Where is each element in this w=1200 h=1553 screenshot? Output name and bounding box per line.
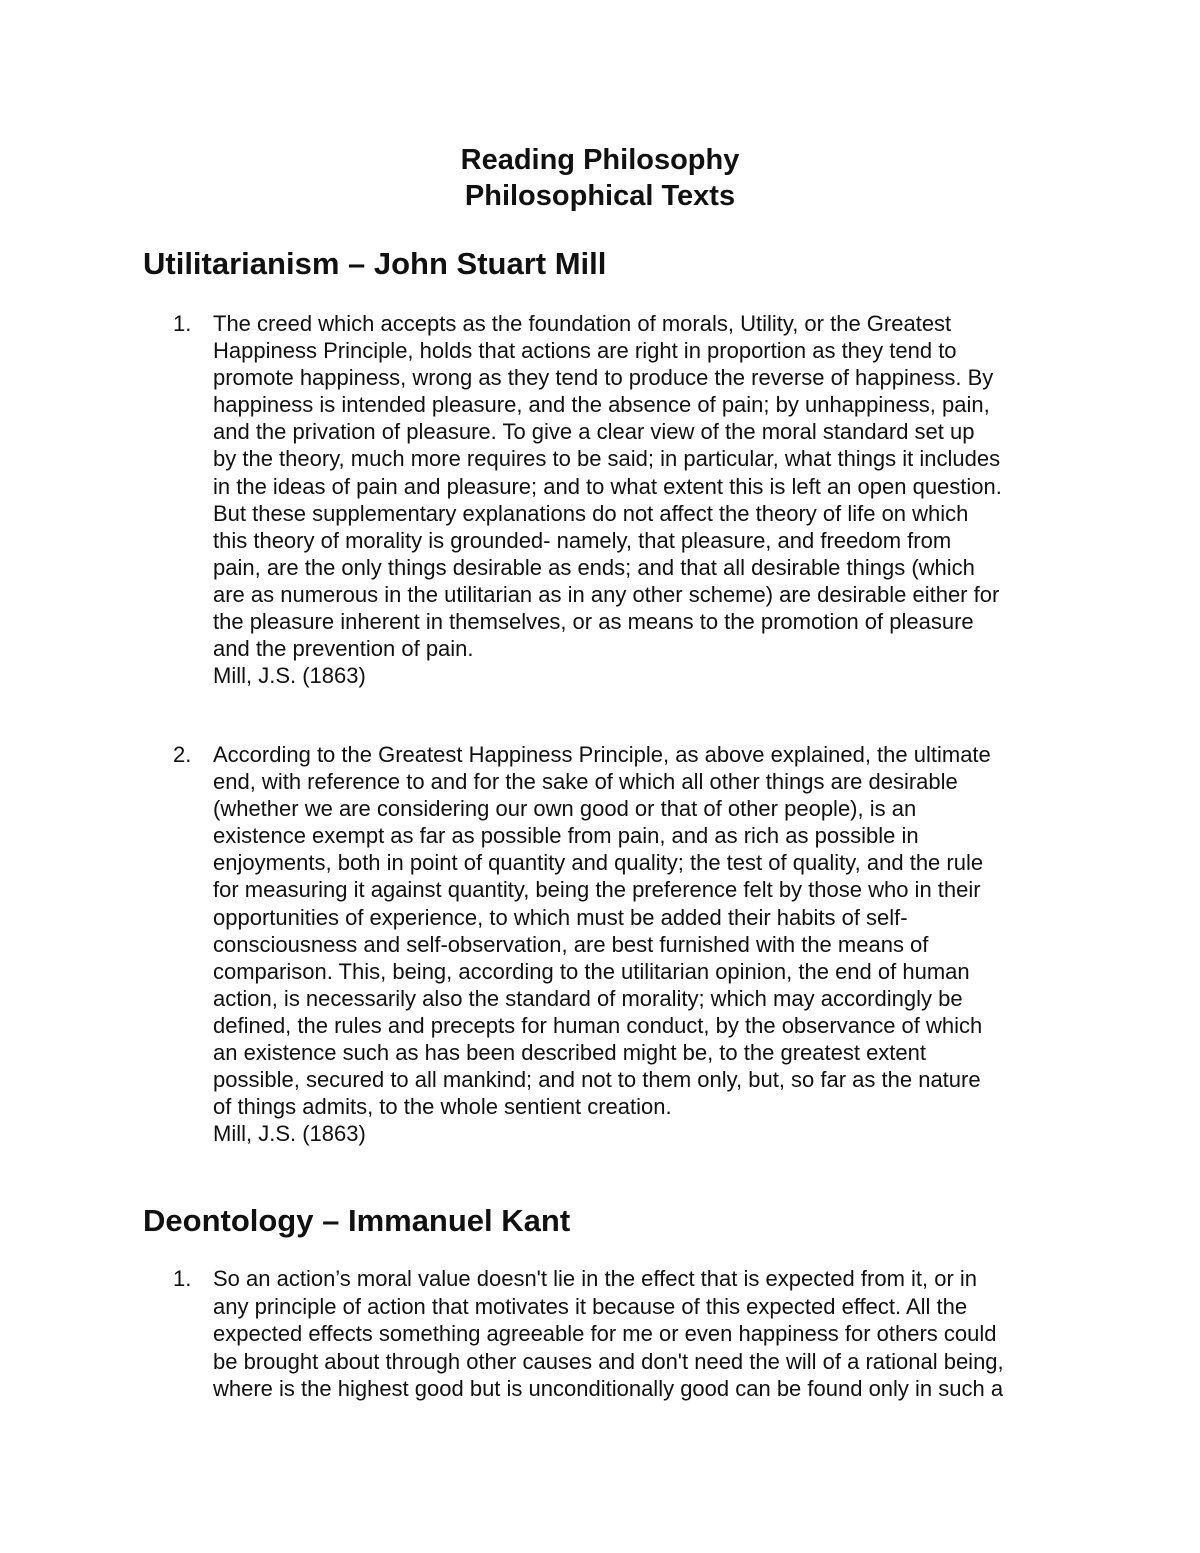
text-line: opportunities of experience, to which must be added their habits of self-: [213, 904, 908, 930]
text-line: for measuring it against quantity, being the preference felt by those who in their: [213, 877, 981, 903]
text-line: are as numerous in the utilitarian as in any other scheme) are desirable either for: [213, 581, 1000, 607]
citation: Mill, J.S. (1863): [213, 663, 366, 689]
quote-text: [213, 1265, 1073, 1403]
text-line: happiness is intended pleasure, and the absence of pain; by unhappiness, pain,: [213, 392, 990, 418]
text-line: and the privation of pleasure. To give a clear view of the moral standard set up: [213, 419, 975, 445]
text-line: Happiness Principle, holds that actions are right in proportion as they tend to: [213, 338, 957, 364]
text-line: action, is necessarily also the standard of morality; which may accordingly be: [213, 985, 963, 1011]
document-title: Reading Philosophy: [460, 144, 740, 176]
text-line: of things admits, to the whole sentient creation.: [213, 1094, 672, 1120]
text-line: So an action’s moral value doesn't lie in the effect that is expected from it, or in: [213, 1266, 978, 1291]
text-line: by the theory, much more requires to be said; in particular, what things it includes: [213, 446, 1001, 472]
list-item-number: 2.: [173, 742, 192, 767]
text-line: any principle of action that motivates it because of this expected effect. All the: [213, 1293, 968, 1319]
text-line: expected effects something agreeable for me or even happiness for others could: [213, 1321, 997, 1347]
text-line: comparison. This, being, according to the utilitarian opinion, the end of human: [213, 958, 970, 984]
text-line: an existence such as has been described might be, to the greatest extent: [213, 1040, 927, 1066]
text-line: But these supplementary explanations do not affect the theory of life on which: [213, 500, 969, 526]
text-line: the pleasure inherent in themselves, or as means to the promotion of pleasure: [213, 609, 974, 635]
text-line: pain, are the only things desirable as ends; and that all desirable things (which: [213, 554, 975, 580]
text-line: and the prevention of pain.: [213, 636, 474, 662]
text-line: existence exempt as far as possible from pain, and as rich as possible in: [213, 823, 919, 849]
text-line: in the ideas of pain and pleasure; and to what extent this is left an open question.: [213, 473, 1002, 499]
text-line: consciousness and self-observation, are best furnished with the means of: [213, 931, 929, 957]
text-line: According to the Greatest Happiness Principle, as above explained, the ultimate: [213, 742, 991, 767]
citation: Mill, J.S. (1863): [213, 1121, 366, 1147]
text-line: this theory of morality is grounded- namely, that pleasure, and freedom from: [213, 527, 952, 553]
text-line: where is the highest good but is unconditionally good can be found only in such a: [213, 1376, 1004, 1402]
text-line: be brought about through other causes and don't need the will of a rational being,: [213, 1348, 1004, 1374]
text-line: (whether we are considering our own good or that of other people), is an: [213, 796, 917, 822]
list-item-number: 1.: [173, 1266, 192, 1291]
text-line: end, with reference to and for the sake of which all other things are desirable: [213, 769, 958, 795]
quote-text: [213, 310, 1073, 689]
list-item-number: 1.: [173, 311, 192, 336]
text-line: The creed which accepts as the foundation of morals, Utility, or the Greatest: [213, 311, 952, 336]
text-line: enjoyments, both in point of quantity and quality; the test of quality, and the rule: [213, 850, 984, 876]
text-line: promote happiness, wrong as they tend to produce the reverse of happiness. By: [213, 365, 994, 391]
section-heading-utilitarianism: Utilitarianism – John Stuart Mill: [143, 246, 607, 281]
text-line: possible, secured to all mankind; and not to them only, but, so far as the nature: [213, 1067, 981, 1093]
quote-text: [213, 741, 1073, 1147]
document-subtitle: Philosophical Texts: [464, 180, 736, 212]
text-line: defined, the rules and precepts for human conduct, by the observance of which: [213, 1012, 983, 1038]
section-heading-deontology: Deontology – Immanuel Kant: [143, 1203, 571, 1238]
